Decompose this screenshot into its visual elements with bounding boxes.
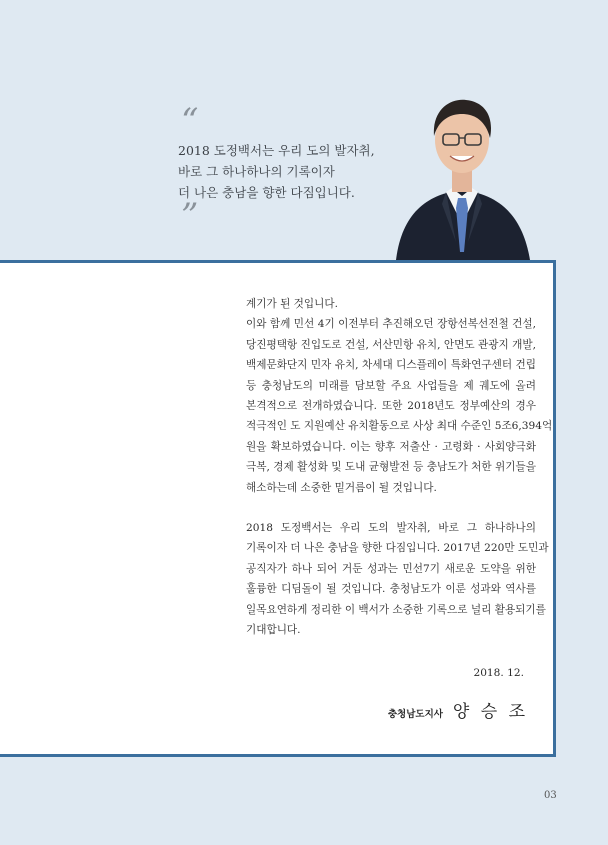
body-line: 훌륭한 디딤돌이 될 것입니다. 충청남도가 이룬 성과와 역사를 [246, 583, 536, 596]
body-line: 기록이자 더 나은 충남을 향한 다짐입니다. 2017년 220만 도민과 [246, 542, 549, 555]
date: 2018. 12. [473, 667, 524, 679]
open-quote-icon: “ [181, 101, 195, 141]
body-line: 극복, 경제 활성화 및 도내 균형발전 등 충남도가 처한 위기들을 [246, 461, 536, 474]
body-line: 백제문화단지 민자 유치, 차세대 디스플레이 특화연구센터 건립 [246, 359, 536, 372]
quote-line: 더 나은 충남을 향한 다짐입니다. [178, 185, 355, 200]
body-line: 적극적인 도 지원예산 유치활동으로 사상 최대 수준인 5조6,394억 [246, 420, 553, 433]
body-line: 계기가 된 것입니다. [246, 298, 338, 310]
paragraph-gap [246, 498, 536, 518]
body-line: 등 충청남도의 미래를 담보할 주요 사업들을 제 궤도에 올려 [246, 379, 536, 392]
body-line: 일목요연하게 정리한 이 백서가 소중한 기록으로 널리 활용되기를 [246, 603, 546, 616]
governor-portrait [388, 92, 536, 260]
body-line: 해소하는데 소중한 밑거름이 될 것입니다. [246, 481, 437, 494]
quote-line: 바로 그 하나하나의 기록이자 [178, 164, 335, 179]
body-line: 이와 함께 민선 4기 이전부터 추진해오던 장항선복선전철 건설, [246, 318, 536, 331]
signature-title: 충청남도지사 [387, 709, 443, 720]
close-quote-icon: ” [181, 196, 195, 236]
body-line: 공직자가 하나 되어 거둔 성과는 민선7기 새로운 도약을 위한 [246, 562, 536, 575]
paragraph-2 [246, 518, 549, 640]
signature-name: 양 승 조 [452, 702, 528, 722]
signature [388, 697, 528, 722]
quote-block [178, 140, 375, 203]
body-text [246, 294, 553, 641]
paragraph-1 [246, 294, 553, 498]
body-line: 당진평택항 진입도로 건설, 서산민항 유치, 안면도 관광지 개발, [246, 338, 536, 351]
body-line: 기대합니다. [246, 624, 301, 637]
page-number: 03 [544, 790, 557, 801]
body-line: 본격적으로 전개하였습니다. 또한 2018년도 정부예산의 경우 [246, 400, 536, 413]
quote-line: 2018 도정백서는 우리 도의 발자취, [178, 143, 375, 158]
body-line: 원을 확보하였습니다. 이는 향후 저출산 · 고령화 · 사회양극화 [246, 440, 536, 453]
body-line: 2018 도정백서는 우리 도의 발자취, 바로 그 하나하나의 [246, 522, 536, 535]
